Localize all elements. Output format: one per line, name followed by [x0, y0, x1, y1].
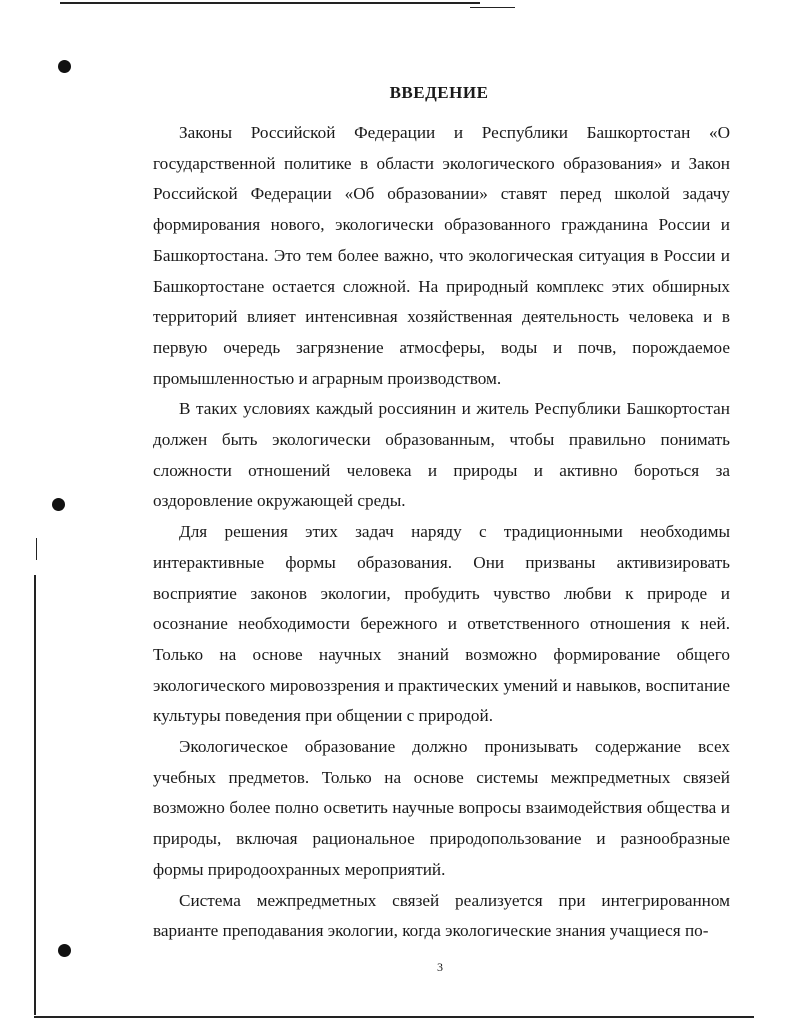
- paragraph: Для решения этих задач наряду с традиционными необходимы интерактивные формы образования. Они призваны активизировать восприятие законов экологии, пробудить чувство любви к природе и осознание необходимости бережного и ответственного отношения к ней. Только на основе научных знаний возможно формирование общего экологического мировоззрения и практических умений и навыков, воспитание культуры поведения при общении с природой.: [153, 522, 730, 726]
- page-title: ВВЕДЕНИЕ: [389, 83, 489, 102]
- scan-border-left: [34, 575, 36, 1015]
- paragraph: Законы Российской Федерации и Республики Башкортостан «О государственной политике в области экологического образования» и Закон Российской Федерации «Об образовании» ставят перед школой задачу формирования нового, экологически образованного гражданина России и Башкортостана. Это тем более важно, что экологическая ситуация в России и Башкортостане остается сложной. На природный комплекс этих обширных территорий влияет интенсивная хозяйственная деятельность человека и в первую очередь загрязнение атмосферы, воды и почв, порождаемое промышленностью и аграрным производством.: [153, 123, 730, 388]
- punch-hole-middle: [52, 498, 65, 511]
- scan-border-top-fragment: [470, 7, 515, 8]
- paragraph: Экологическое образование должно пронизывать содержание всех учебных предметов. Только на основе системы межпредметных связей возможно более полно осветить научные вопросы взаимодействия общества и природы, включая рациональное природопользование и разнообразные формы природоохранных мероприятий.: [153, 737, 730, 879]
- scan-border-top: [60, 2, 480, 4]
- page-number: 3: [437, 960, 443, 974]
- body-text: [153, 118, 730, 947]
- punch-hole-bottom: [58, 944, 71, 957]
- paragraph: Система межпредметных связей реализуется при интегрированном варианте преподавания экологии, когда экологические знания учащиеся по-: [153, 890, 730, 941]
- scan-border-bottom: [34, 1016, 754, 1018]
- paragraph: В таких условиях каждый россиянин и житель Республики Башкортостан должен быть экологически образованным, чтобы правильно понимать сложности отношений человека и природы и активно бороться за оздоровление окружающей среды.: [153, 399, 730, 511]
- scan-mark-left: [36, 538, 37, 560]
- punch-hole-top: [58, 60, 71, 73]
